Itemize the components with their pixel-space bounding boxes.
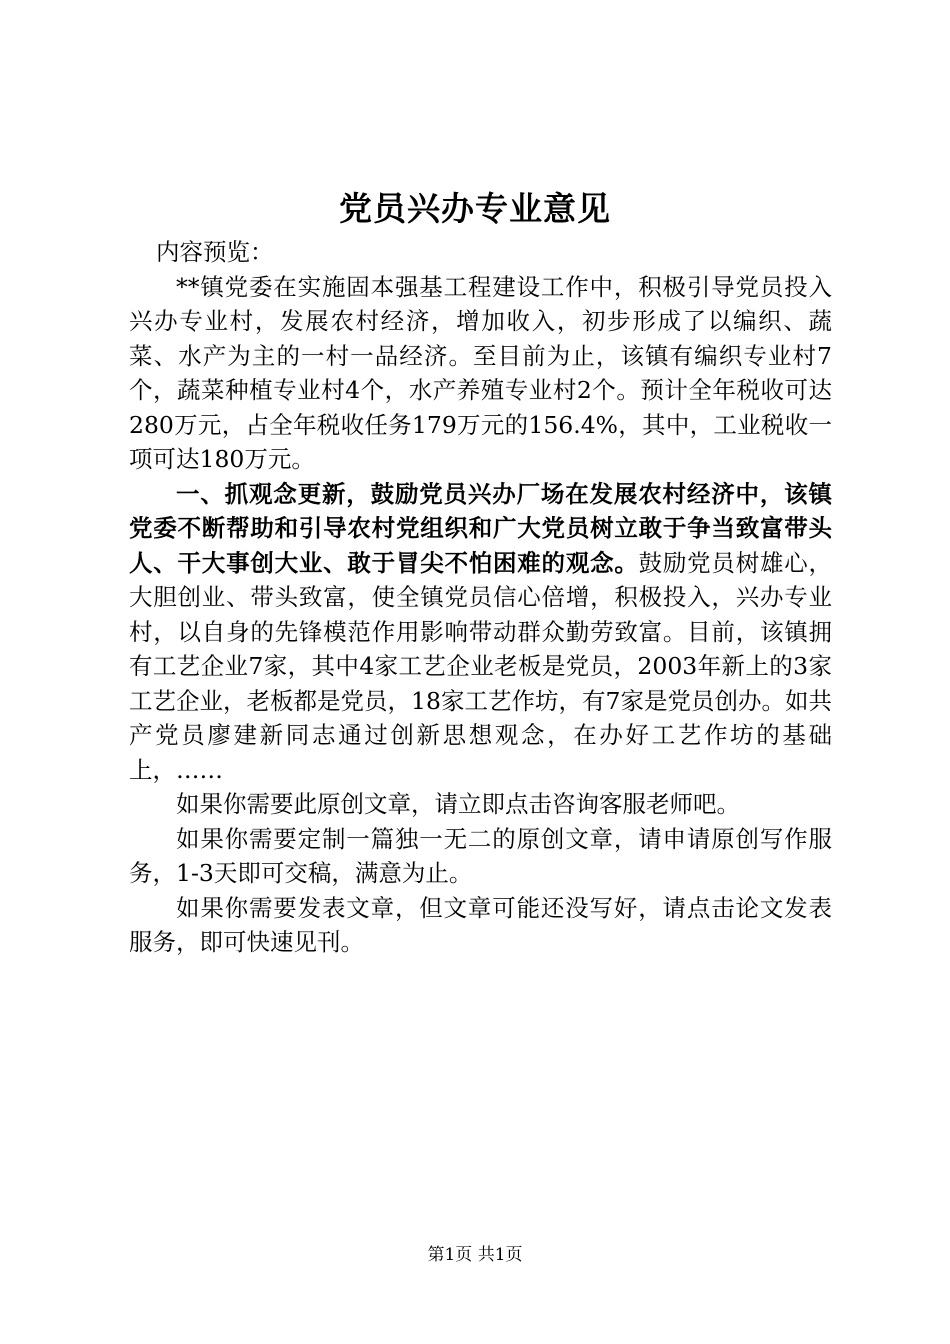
document-title: 党员兴办专业意见 [339, 189, 611, 228]
section-one-text: 鼓励党员树雄心，大胆创业、带头致富，使全镇党员信心倍增，积极投入，兴办专业村，以自身的先锋模范作用影响带动群众勤劳致富。目前，该镇拥有工艺企业7家，其中4家工艺企业老板是党员，2003年新上的3家工艺企业，老板都是党员，18家工艺作坊，有7家是党员创办。如共产党员廖建新同志通过创新思想观念，在办好工艺作坊的基础上，…… [129, 548, 832, 784]
paragraph-consult: 如果你需要此原创文章，请立即点击咨询客服老师吧。 [176, 790, 740, 818]
paragraph-custom-writing: 如果你需要定制一篇独一无二的原创文章，请申请原创写作服务，1-3天即可交稿，满意为止。 [129, 824, 832, 887]
paragraph-publish: 如果你需要发表文章，但文章可能还没写好，请点击论文发表服务，即可快速见刊。 [129, 893, 832, 956]
paragraph-intro: **镇党委在实施固本强基工程建设工作中，积极引导党员投入兴办专业村，发展农村经济，增加收入，初步形成了以编织、蔬菜、水产为主的一村一品经济。至目前为止，该镇有编织专业村7个，蔬菜种植专业村4个，水产养殖专业村2个。预计全年税收可达280万元，占全年税收任务179万元的156.4%，其中，工业税收一项可达180万元。 [129, 272, 832, 473]
section-one-heading: 一、抓观念更新，鼓励党员兴办厂场在发展农村经济中，该镇党委不断帮助和引导农村党组织和广大党员树立敢于争当致富带头人、干大事创大业、敢于冒尖不怕困难的观念。 [129, 479, 832, 577]
document-body [129, 235, 832, 960]
paragraph-section-one [129, 477, 832, 788]
page-footer: 第1页 共1页 [427, 1245, 523, 1265]
preview-label: 内容预览： [156, 238, 274, 266]
